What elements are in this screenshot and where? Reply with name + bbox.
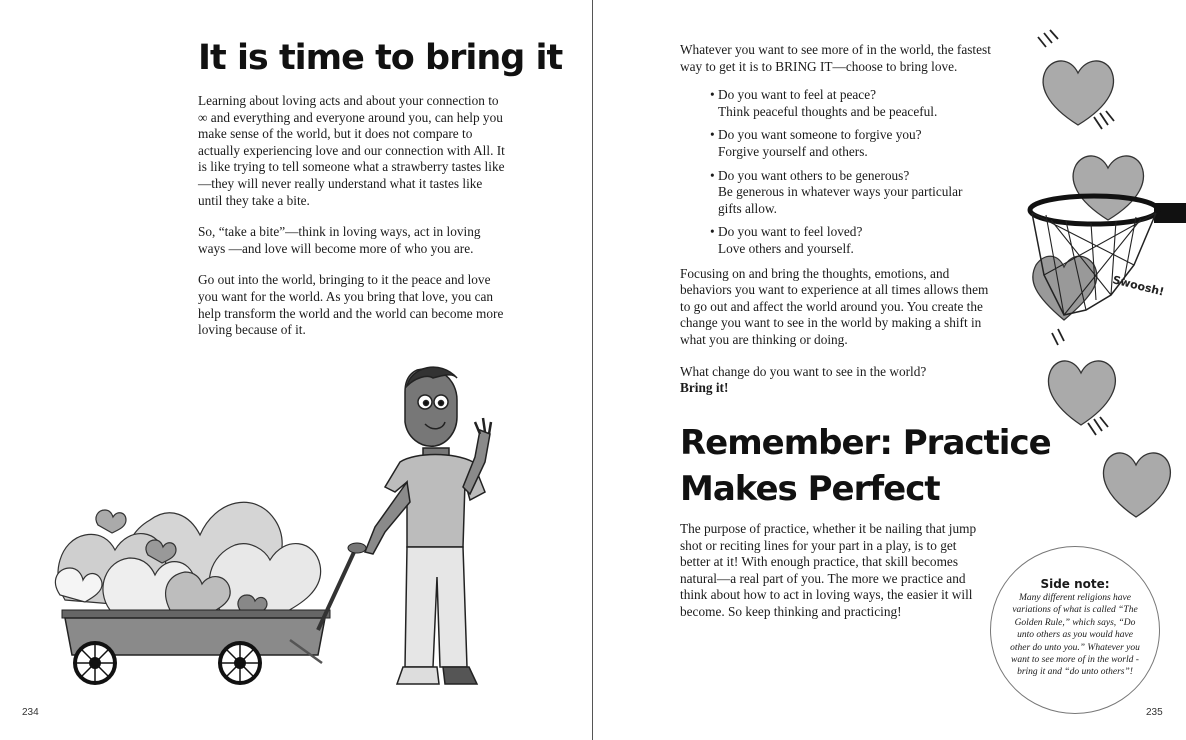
right-page-body: [680, 42, 998, 397]
bullet-answer: Love others and yourself.: [718, 240, 854, 256]
bullet-list: [680, 87, 998, 257]
hearts-basketball-illustration: [1016, 25, 1186, 525]
page-gutter: [592, 0, 593, 740]
heart-icon: [1049, 361, 1116, 425]
practice-body: [680, 521, 990, 636]
left-page-body: [198, 93, 508, 354]
right-paragraph: Focusing on and bring the thoughts, emotions, and behaviors you want to experience at all times allows them to go out and affect the world around you. You create the change you want to see in the world by making a shift in what you are thinking or doing.: [680, 265, 989, 347]
left-paragraph-2: So, “take a bite”—think in loving ways, act in loving ways —and love will become more of who you are.: [198, 224, 481, 256]
bullet-item: [710, 224, 998, 257]
bullet-answer: Think peaceful thoughts and be peaceful.: [718, 103, 938, 119]
swoosh-label: Swoosh!: [1111, 273, 1166, 299]
bullet-item: [710, 127, 998, 160]
change-question-text: What change do you want to see in the world?: [680, 363, 927, 379]
bullet-question: • Do you want someone to forgive you?: [710, 127, 922, 142]
practice-paragraph: The purpose of practice, whether it be nailing that jump shot or reciting lines for your part in a play, is to get better at it! With enough practice, that skill becomes natural—a real part of you. The more we practice and think about how to act in loving ways, the easier it will become. So keep thinking and practicing!: [680, 521, 977, 619]
left-paragraph-1: Learning about loving acts and about your connection to ∞ and everything and everyone around you, can help you make sense of the world, but it does not compare to actually experiencing love and our connection with All. It is like trying to tell someone what a strawberry tastes like—they will never really understand what it tastes like until they take a bite.: [198, 93, 505, 208]
heart-pile: [55, 502, 320, 615]
heart-icon: [1104, 453, 1171, 517]
practice-heading: [680, 420, 1051, 512]
practice-heading-line-1: Remember: Practice: [680, 423, 1051, 463]
bullet-question: • Do you want others to be generous?: [710, 168, 909, 183]
left-page-number: 234: [22, 707, 39, 718]
side-note-title: Side note:: [1040, 577, 1110, 591]
side-note-body: Many different religions have variations of what is called “The Golden Rule,” which says, “Do unto others as you would have other do unto you.” Whatever you want to see more of in the world - bring it and “do unto others”!: [1010, 593, 1140, 678]
bullet-question: • Do you want to feel at peace?: [710, 87, 876, 102]
bullet-answer: Be generous in whatever ways your particular gifts allow.: [718, 184, 963, 216]
bullet-item: [710, 87, 998, 120]
left-page-title: It is time to bring it: [198, 38, 563, 78]
left-page: [0, 0, 592, 740]
wagon-with-hearts-illustration: [40, 480, 370, 700]
bullet-item: [710, 168, 998, 218]
boy-waving-illustration: [345, 362, 485, 692]
bring-it-text: Bring it!: [680, 380, 729, 396]
change-question: [680, 364, 998, 397]
right-page-number: 235: [1146, 707, 1163, 718]
right-intro: Whatever you want to see more of in the world, the fastest way to get it is to BRING IT—choose to bring love.: [680, 42, 991, 74]
left-paragraph-3: Go out into the world, bringing to it the peace and love you want for the world. As you bring that love, you can help transform the world and the world can become more loving because of it.: [198, 272, 504, 338]
heart-icon: [1073, 156, 1143, 220]
practice-heading-line-2: Makes Perfect: [680, 469, 940, 509]
bullet-answer: Forgive yourself and others.: [718, 143, 868, 159]
bullet-question: • Do you want to feel loved?: [710, 224, 862, 239]
heart-icon: [1043, 61, 1113, 125]
side-note: [990, 546, 1160, 714]
